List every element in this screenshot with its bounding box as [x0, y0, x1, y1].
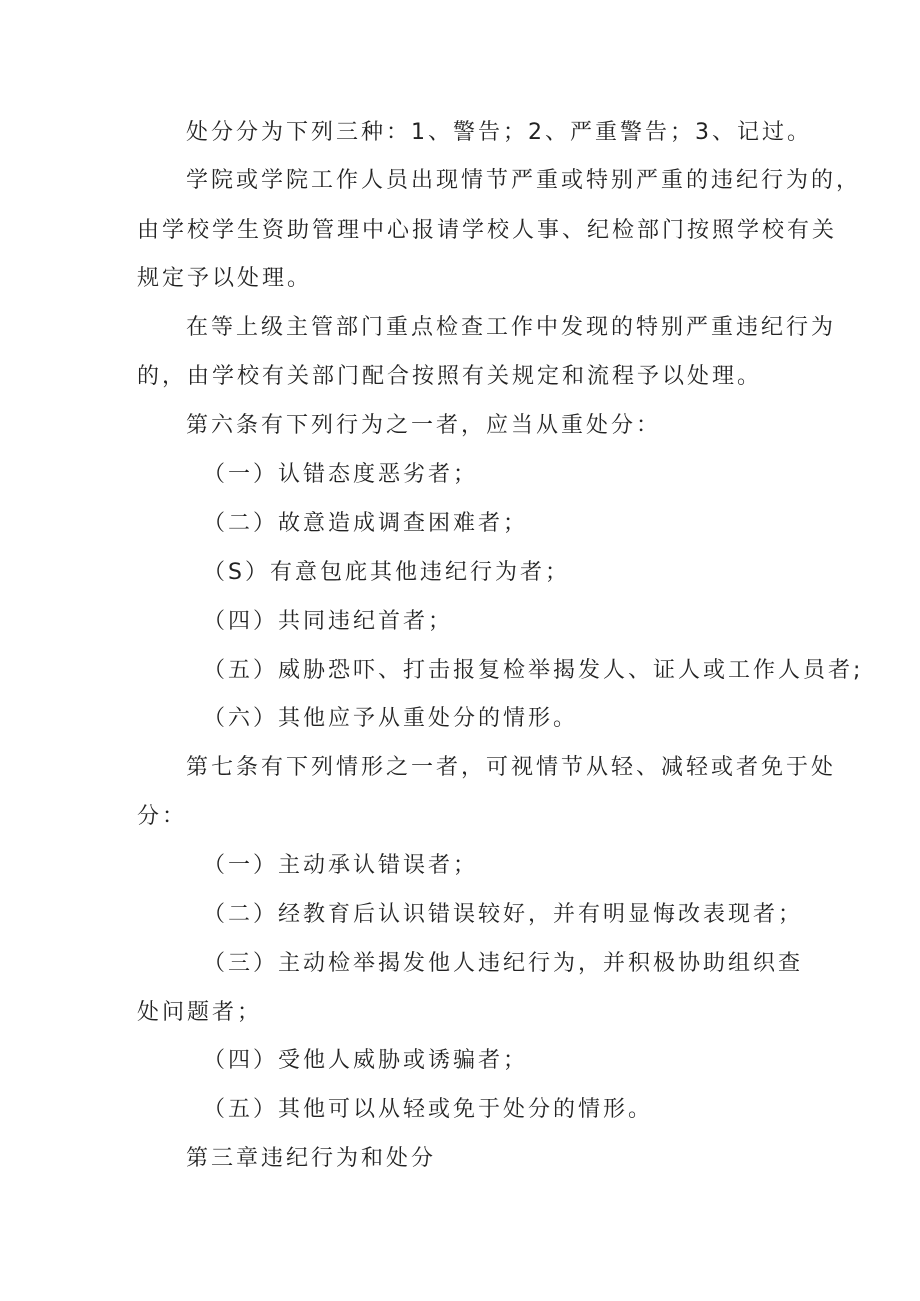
text-line: 处问题者； [137, 1000, 263, 1025]
text-line: （六）其他应予从重处分的情形。 [203, 706, 579, 731]
text-line: 规定予以处理。 [137, 266, 313, 291]
text-line: （五）威胁恐吓、打击报复检举揭发人、证人或工作人员者; [203, 658, 864, 683]
text-line: 第七条有下列情形之一者，可视情节从轻、减轻或者免于处 [186, 755, 837, 780]
text-line: 第三章违纪行为和处分 [186, 1146, 437, 1171]
text-line: （五）其他可以从轻或免于处分的情形。 [203, 1097, 654, 1122]
text-line: （二）经教育后认识错误较好，并有明显悔改表现者； [203, 902, 804, 927]
text-line: 在等上级主管部门重点检查工作中发现的特别严重违纪行为 [186, 315, 837, 340]
text-line: （四）受他人威胁或诱骗者； [203, 1048, 529, 1073]
text-line: （一）主动承认错误者； [203, 853, 479, 878]
text-line: 学院或学院工作人员出现情节严重或特别严重的违纪行为的， [186, 168, 862, 193]
text-line: 分： [137, 804, 188, 829]
text-line: （二）故意造成调查困难者； [203, 511, 529, 536]
text-line: （一）认错态度恶劣者； [203, 462, 479, 487]
text-line: 的，由学校有关部门配合按照有关规定和流程予以处理。 [137, 364, 763, 389]
text-line: （三）主动检举揭发他人违纪行为，并积极协助组织查 [203, 951, 804, 976]
text-line: （S）有意包庇其他违纪行为者； [203, 560, 570, 585]
text-line: 由学校学生资助管理中心报请学校人事、纪检部门按照学校有关 [137, 218, 838, 243]
text-line: 处分分为下列三种：1、警告；2、严重警告；3、记过。 [186, 120, 812, 145]
text-line: 第六条有下列行为之一者，应当从重处分： [186, 413, 662, 438]
text-line: （四）共同违纪首者； [203, 609, 454, 634]
